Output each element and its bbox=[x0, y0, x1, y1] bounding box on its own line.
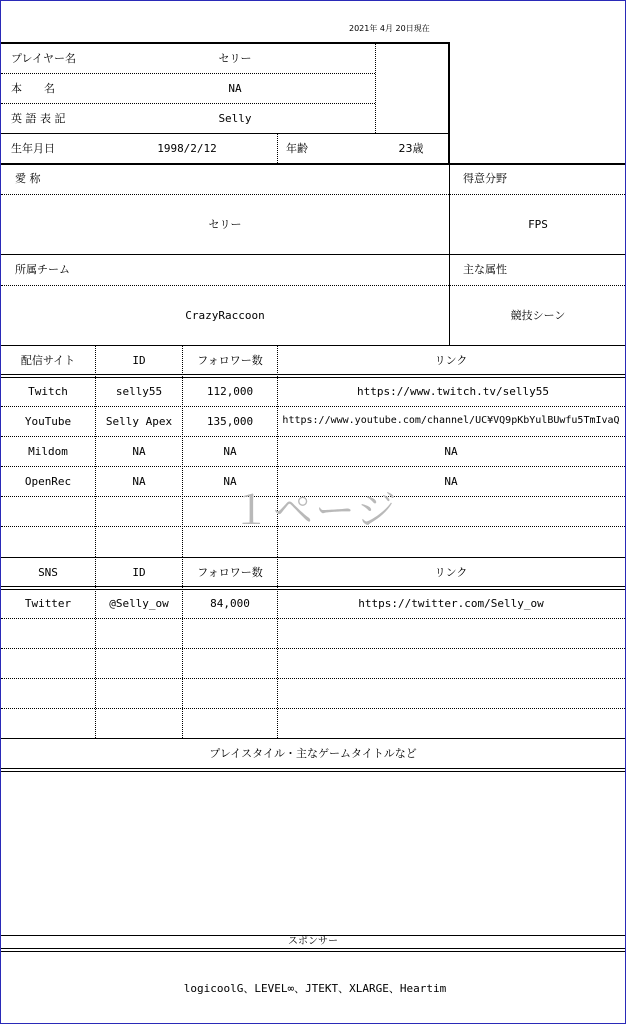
real-name-value: NA bbox=[228, 82, 242, 95]
stream-header-followers: フォロワー数 bbox=[197, 354, 263, 367]
sns-header-site: SNS bbox=[38, 566, 58, 579]
stream-header-site: 配信サイト bbox=[20, 354, 76, 367]
player-name-label: プレイヤー名 bbox=[11, 52, 77, 65]
stream-link: NA bbox=[444, 475, 458, 488]
sns-followers: 84,000 bbox=[210, 597, 250, 610]
sns-header-id: ID bbox=[132, 566, 146, 579]
stream-site: OpenRec bbox=[24, 475, 72, 488]
sponsor-list: logicoolG、LEVEL∞、JTEKT、XLARGE、Heartim bbox=[183, 982, 447, 995]
rule bbox=[1, 163, 625, 165]
sponsor-label: スポンサー bbox=[288, 936, 338, 947]
sns-header-link: リンク bbox=[434, 566, 468, 579]
rule bbox=[1, 42, 449, 44]
rule bbox=[1, 466, 625, 467]
rule bbox=[1, 586, 625, 590]
age-label: 年齢 bbox=[286, 142, 308, 155]
stream-followers: NA bbox=[223, 445, 237, 458]
stream-site: Mildom bbox=[28, 445, 68, 458]
rule bbox=[1, 738, 625, 739]
stream-followers: 135,000 bbox=[206, 415, 254, 428]
nickname-label: 愛 称 bbox=[15, 172, 41, 185]
rule bbox=[1, 285, 625, 286]
rule bbox=[1, 948, 625, 952]
attribute-label: 主な属性 bbox=[463, 263, 507, 276]
playstyle-label: プレイスタイル・主なゲームタイトルなど bbox=[209, 747, 417, 760]
stream-link[interactable]: https://www.twitch.tv/selly55 bbox=[356, 385, 550, 398]
stream-header-link: リンク bbox=[434, 354, 468, 367]
rule bbox=[1, 618, 625, 619]
rule bbox=[1, 103, 375, 104]
player-name-value: セリー bbox=[218, 52, 252, 65]
page-watermark: １ページ bbox=[231, 488, 399, 534]
rule bbox=[1, 133, 449, 134]
rule bbox=[1, 194, 625, 195]
rule bbox=[1, 254, 625, 255]
rule bbox=[1, 678, 625, 679]
sns-header-followers: フォロワー数 bbox=[197, 566, 263, 579]
date-stamp: 2021年 4月 20日現在 bbox=[349, 24, 430, 33]
attribute-value: 競技シーン bbox=[510, 309, 566, 322]
english-name-value: Selly bbox=[218, 112, 252, 125]
age-value: 23歳 bbox=[398, 142, 424, 155]
stream-id: Selly Apex bbox=[105, 415, 173, 428]
rule bbox=[1, 768, 625, 772]
specialty-label: 得意分野 bbox=[463, 172, 507, 185]
real-name-label: 本 名 bbox=[11, 82, 55, 95]
stream-followers: NA bbox=[223, 475, 237, 488]
sns-id: @Selly_ow bbox=[109, 597, 169, 610]
english-label: 英 語 表 記 bbox=[11, 112, 66, 125]
rule bbox=[1, 73, 375, 74]
nickname-value: セリー bbox=[208, 218, 242, 231]
stream-id: NA bbox=[132, 445, 146, 458]
stream-site: YouTube bbox=[24, 415, 72, 428]
rule bbox=[1, 374, 625, 378]
rule bbox=[277, 133, 278, 163]
stream-link: NA bbox=[444, 445, 458, 458]
rule bbox=[1, 436, 625, 437]
stream-id: selly55 bbox=[115, 385, 163, 398]
birthdate-label: 生年月日 bbox=[11, 142, 55, 155]
specialty-value: FPS bbox=[528, 218, 548, 231]
rule bbox=[1, 708, 625, 709]
birthdate-value: 1998/2/12 bbox=[157, 142, 217, 155]
rule bbox=[375, 42, 376, 133]
team-value: CrazyRaccoon bbox=[185, 309, 265, 322]
team-label: 所属チーム bbox=[15, 263, 70, 276]
sns-link[interactable]: https://twitter.com/Selly_ow bbox=[358, 597, 544, 610]
stream-id: NA bbox=[132, 475, 146, 488]
rule bbox=[1, 648, 625, 649]
stream-link[interactable]: https://www.youtube.com/channel/UC¥VQ9pKbYulBUwfu5TmIvaQ bbox=[282, 415, 620, 426]
stream-header-id: ID bbox=[132, 354, 146, 367]
stream-site: Twitch bbox=[28, 385, 68, 398]
sns-site: Twitter bbox=[24, 597, 72, 610]
rule bbox=[1, 406, 625, 407]
stream-followers: 112,000 bbox=[206, 385, 254, 398]
rule bbox=[448, 42, 450, 164]
